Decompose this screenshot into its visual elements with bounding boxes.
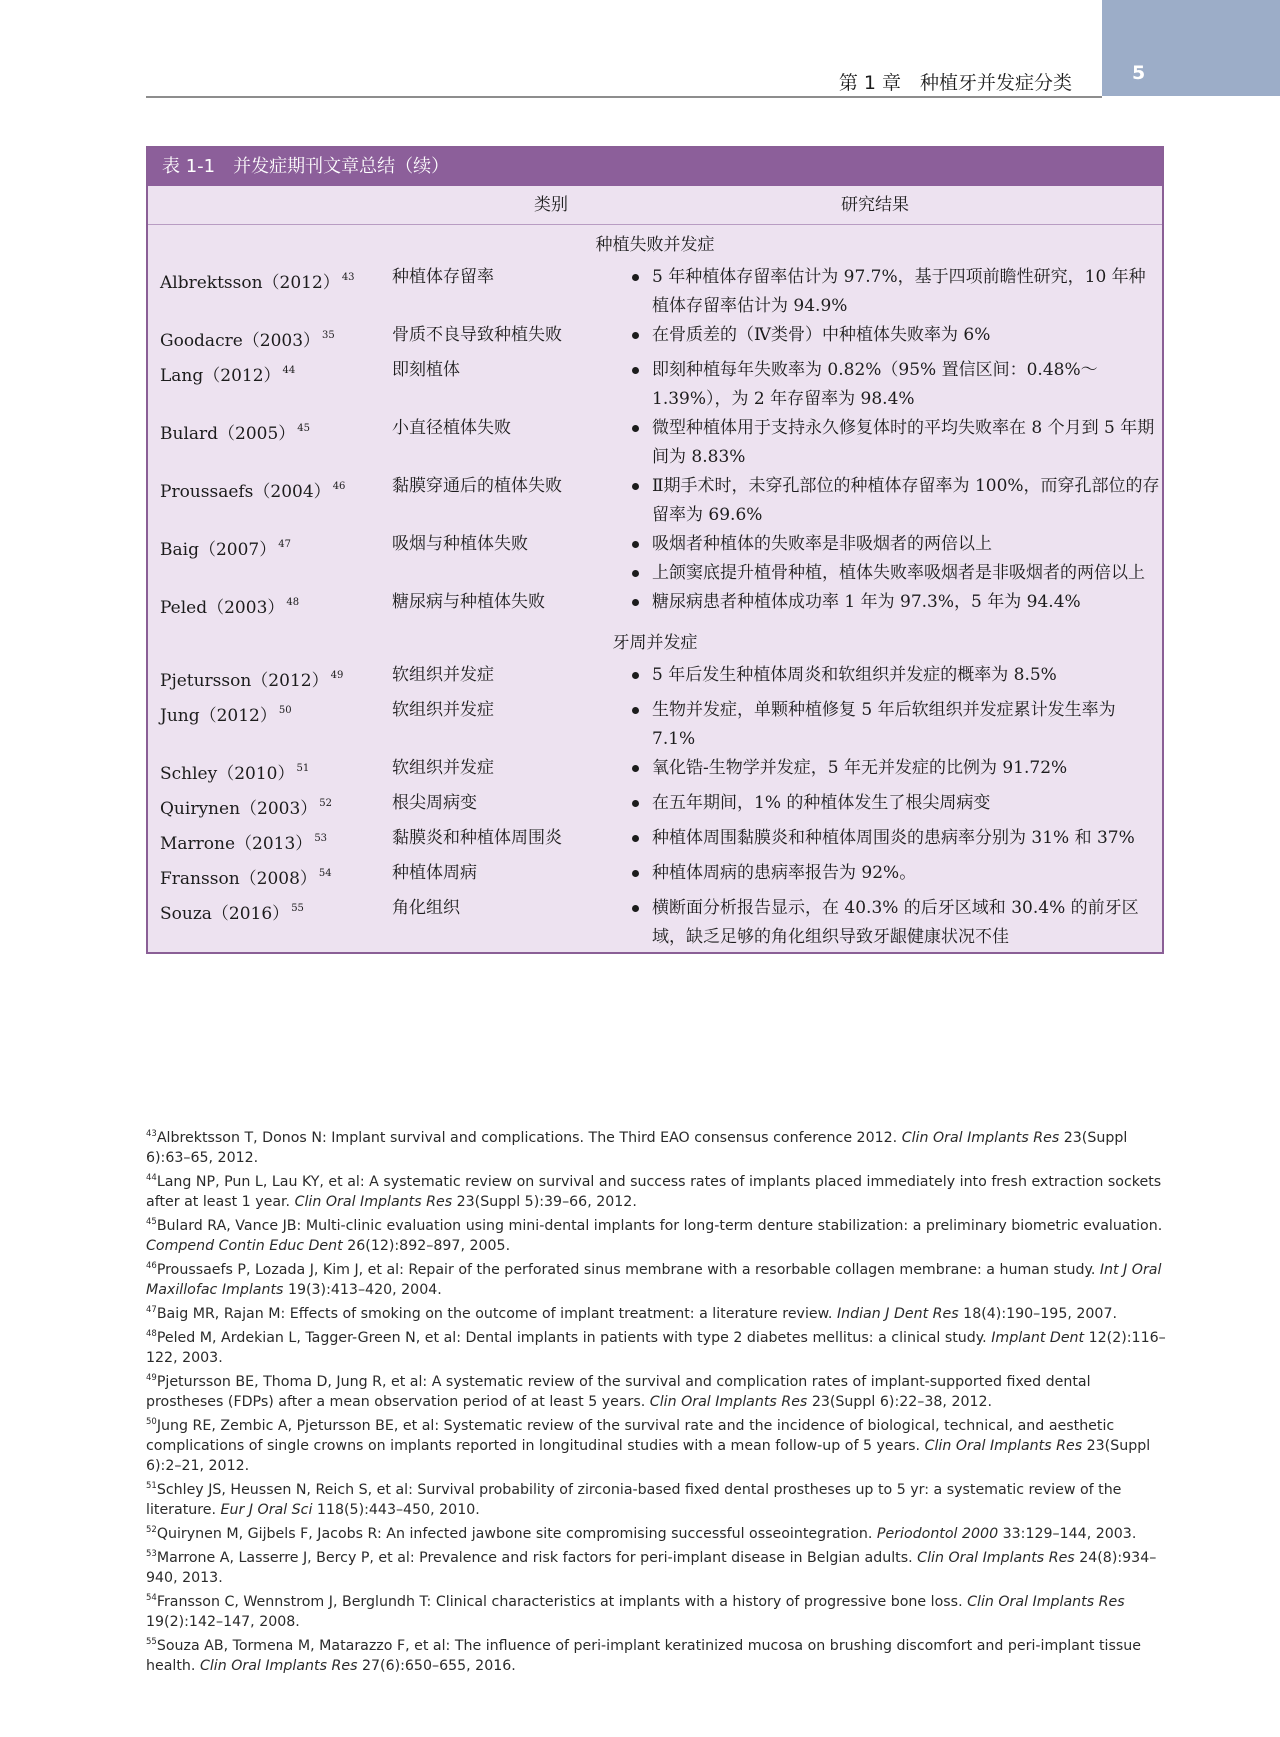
reference-number: 49 xyxy=(330,670,344,681)
result-bullet: 种植体周病的患病率报告为 92%。 xyxy=(630,859,1162,888)
footnote-text: Souza AB, Tormena M, Matarazzo F, et al: The influence of peri-implant keratinized mucosa on brushing discomfort and peri-implant tissue health. xyxy=(146,1638,1141,1674)
study-category: 小直径植体失败 xyxy=(392,418,511,438)
result-bullet: 微型种植体用于支持永久修复体时的平均失败率在 8 个月到 5 年期间为 8.83% xyxy=(630,414,1162,472)
study-author xyxy=(148,356,392,414)
result-bullet: 生物并发症，单颗种植修复 5 年后软组织并发症累计发生率为 7.1% xyxy=(630,696,1162,754)
footnote-journal: Clin Oral Implants Res xyxy=(917,1550,1075,1566)
footnote-text: Peled M, Ardekian L, Tagger-Green N, et al: Dental implants in patients with type 2 diabetes mellitus: a clinical study. xyxy=(156,1330,992,1346)
study-category: 黏膜炎和种植体周围炎 xyxy=(392,828,562,848)
footnote-citation-tail: 23(Suppl 6):22–38, 2012. xyxy=(807,1394,993,1410)
reference-number: 51 xyxy=(296,763,310,774)
study-category: 糖尿病与种植体失败 xyxy=(392,592,545,612)
footnote-journal: Implant Dent xyxy=(991,1330,1085,1346)
footnote-citation-tail: 27(6):650–655, 2016. xyxy=(357,1658,516,1674)
table-row xyxy=(148,414,1162,472)
footnote-journal: Compend Contin Educ Dent xyxy=(146,1238,343,1254)
result-bullet: 在五年期间，1% 的种植体发生了根尖周病变 xyxy=(630,789,1162,818)
table-row xyxy=(148,588,1162,623)
table-row xyxy=(148,321,1162,356)
study-results xyxy=(630,414,1162,472)
result-bullet: 吸烟者种植体的失败率是非吸烟者的两倍以上 xyxy=(630,530,1162,559)
section-header: 种植失败并发症 xyxy=(595,235,715,255)
footnote-text: Jung RE, Zembic A, Pjetursson BE, et al: Systematic review of the survival rate and the incidence of biological, technical, and aesthetic complications of single crowns on implants reported in longitudinal studies with a mean follow-up of 5 years. xyxy=(146,1418,1115,1454)
footnote-number: 49 xyxy=(146,1373,157,1383)
study-category: 吸烟与种植体失败 xyxy=(392,534,528,554)
study-results xyxy=(630,754,1162,789)
footnote xyxy=(146,1212,1170,1256)
study-author xyxy=(148,321,392,356)
study-results xyxy=(630,824,1162,859)
study-results xyxy=(630,894,1162,952)
reference-number: 43 xyxy=(341,272,355,283)
study-author xyxy=(148,414,392,472)
chapter-title: 第 1 章 种植牙并发症分类 xyxy=(838,72,1072,94)
study-author-name: Quirynen（2003） xyxy=(160,799,318,819)
study-results xyxy=(630,661,1162,696)
result-bullet: 种植体周围黏膜炎和种植体周围炎的患病率分别为 31% 和 37% xyxy=(630,824,1162,853)
study-author-name: Jung（2012） xyxy=(160,706,277,726)
study-results xyxy=(630,321,1162,356)
study-category: 软组织并发症 xyxy=(392,700,494,720)
footnote-journal: Indian J Dent Res xyxy=(836,1306,959,1322)
footnote-text: Marrone A, Lasserre J, Bercy P, et al: Prevalence and risk factors for peri-implant disease in Belgian adults. xyxy=(156,1550,918,1566)
study-author-name: Fransson（2008） xyxy=(160,869,317,889)
study-results xyxy=(630,263,1162,321)
study-results xyxy=(630,696,1162,754)
column-category-header: 类别 xyxy=(534,195,568,215)
study-author-name: Goodacre（2003） xyxy=(160,331,321,351)
study-author-name: Bulard（2005） xyxy=(160,424,296,444)
footnote-number: 47 xyxy=(146,1305,157,1315)
footnote-citation-tail: 23(Suppl 6):63–65, 2012. xyxy=(146,1130,1128,1166)
study-author xyxy=(148,754,392,789)
study-category: 角化组织 xyxy=(392,898,460,918)
reference-number: 48 xyxy=(286,597,300,608)
footnote-number: 51 xyxy=(146,1481,157,1491)
footnote-citation-tail: 24(8):934–940, 2013. xyxy=(146,1550,1157,1586)
study-author-name: Lang（2012） xyxy=(160,366,281,386)
footnote-journal: Clin Oral Implants Res xyxy=(294,1194,453,1210)
footnote xyxy=(146,1256,1170,1300)
table-row xyxy=(148,859,1162,894)
result-bullet: 糖尿病患者种植体成功率 1 年为 97.3%，5 年为 94.4% xyxy=(630,588,1162,617)
result-bullet: 氧化锆-生物学并发症，5 年无并发症的比例为 91.72% xyxy=(630,754,1162,783)
reference-number: 44 xyxy=(282,365,296,376)
study-category: 软组织并发症 xyxy=(392,758,494,778)
footnote-text: Fransson C, Wennstrom J, Berglundh T: Clinical characteristics at implants with a history of progressive bone loss. xyxy=(156,1594,968,1610)
footnote xyxy=(146,1124,1170,1168)
table-row xyxy=(148,263,1162,321)
footnote-citation-tail: 118(5):443–450, 2010. xyxy=(312,1502,480,1518)
footnote-journal: Clin Oral Implants Res xyxy=(924,1438,1083,1454)
footnote-text: Proussaefs P, Lozada J, Kim J, et al: Repair of the perforated sinus membrane with a resorbable collagen membrane: a human study. xyxy=(156,1262,1100,1278)
reference-number: 35 xyxy=(322,330,335,341)
study-results xyxy=(630,472,1162,530)
study-author xyxy=(148,696,392,754)
footnote-text: Baig MR, Rajan M: Effects of smoking on the outcome of implant treatment: a literature review. xyxy=(156,1306,837,1322)
footnote-journal: Periodontol 2000 xyxy=(876,1526,999,1542)
study-results xyxy=(630,356,1162,414)
section-header: 牙周并发症 xyxy=(612,633,698,653)
footnote-journal: Clin Oral Implants Res xyxy=(199,1658,358,1674)
footnote-citation-tail: 23(Suppl 6):2–21, 2012. xyxy=(146,1438,1151,1474)
footnote-citation-tail: 26(12):892–897, 2005. xyxy=(342,1238,511,1254)
study-author-name: Schley（2010） xyxy=(160,764,295,784)
footnote-journal: Clin Oral Implants Res xyxy=(967,1594,1125,1610)
study-author-name: Proussaefs（2004） xyxy=(160,482,331,502)
result-bullet: 横断面分析报告显示，在 40.3% 的后牙区域和 30.4% 的前牙区域，缺乏足够的角化组织导致牙龈健康状况不佳 xyxy=(630,894,1162,952)
result-bullet: 上颌窦底提升植骨种植，植体失败率吸烟者是非吸烟者的两倍以上 xyxy=(630,559,1162,588)
footnote-text: Lang NP, Pun L, Lau KY, et al: A systematic review on survival and success rates of implants placed immediately into fresh extraction sockets after at least 1 year. xyxy=(146,1174,1162,1210)
study-results xyxy=(630,789,1162,824)
table-row xyxy=(148,472,1162,530)
result-bullet: Ⅱ期手术时，未穿孔部位的种植体存留率为 100%，而穿孔部位的存留率为 69.6% xyxy=(630,472,1162,530)
footnote-journal: Eur J Oral Sci xyxy=(220,1502,313,1518)
footnote-text: Albrektsson T, Donos N: Implant survival and complications. The Third EAO consensus conference 2012. xyxy=(156,1130,902,1146)
footnote-number: 53 xyxy=(146,1549,157,1559)
footnotes xyxy=(146,1124,1170,1676)
footnote-number: 45 xyxy=(146,1217,157,1227)
footnote-number: 46 xyxy=(146,1261,157,1271)
footnote-number: 44 xyxy=(146,1173,157,1183)
reference-number: 52 xyxy=(319,798,333,809)
study-category: 根尖周病变 xyxy=(392,793,477,813)
study-author xyxy=(148,588,392,623)
table-row xyxy=(148,824,1162,859)
result-bullet: 5 年后发生种植体周炎和软组织并发症的概率为 8.5% xyxy=(630,661,1162,690)
study-author xyxy=(148,530,392,588)
column-result-header: 研究结果 xyxy=(841,195,909,215)
reference-number: 54 xyxy=(318,868,332,879)
study-author xyxy=(148,789,392,824)
study-author-name: Pjetursson（2012） xyxy=(160,671,329,691)
footnote xyxy=(146,1300,1170,1324)
table-row xyxy=(148,696,1162,754)
reference-number: 50 xyxy=(278,705,292,716)
table-row xyxy=(148,894,1162,952)
study-author xyxy=(148,472,392,530)
table-row xyxy=(148,356,1162,414)
footnote-number: 55 xyxy=(146,1637,157,1647)
study-results xyxy=(630,588,1162,623)
reference-number: 53 xyxy=(314,833,328,844)
footnote-citation-tail: 18(4):190–195, 2007. xyxy=(958,1306,1117,1322)
footnote xyxy=(146,1168,1170,1212)
footnote-citation-tail: 12(2):116–122, 2003. xyxy=(146,1330,1166,1366)
footnote-text: Pjetursson BE, Thoma D, Jung R, et al: A systematic review of the survival and complication rates of implant-supported fixed dental prostheses (FDPs) after a mean observation period of at least 5 years. xyxy=(146,1374,1091,1410)
footnote xyxy=(146,1588,1170,1632)
footnote-number: 48 xyxy=(146,1329,157,1339)
study-category: 种植体周病 xyxy=(392,863,477,883)
summary-table xyxy=(146,146,1164,954)
study-author xyxy=(148,894,392,952)
footnote-number: 50 xyxy=(146,1417,157,1427)
header-rule xyxy=(146,96,1102,98)
reference-number: 47 xyxy=(278,539,291,550)
study-category: 软组织并发症 xyxy=(392,665,494,685)
reference-number: 46 xyxy=(332,481,346,492)
footnote-citation-tail: 19(2):142–147, 2008. xyxy=(146,1614,300,1630)
table-row xyxy=(148,789,1162,824)
study-category: 种植体存留率 xyxy=(392,267,494,287)
footnote xyxy=(146,1476,1170,1520)
footnote-citation-tail: 19(3):413–420, 2004. xyxy=(283,1282,442,1298)
study-author xyxy=(148,661,392,696)
study-author-name: Albrektsson（2012） xyxy=(160,273,340,293)
footnote-citation-tail: 33:129–144, 2003. xyxy=(998,1526,1137,1542)
study-author-name: Souza（2016） xyxy=(160,904,290,924)
reference-number: 55 xyxy=(291,903,304,914)
table-row xyxy=(148,530,1162,588)
study-author-name: Peled（2003） xyxy=(160,598,285,618)
footnote xyxy=(146,1632,1170,1676)
study-results xyxy=(630,530,1162,588)
footnote-number: 52 xyxy=(146,1525,157,1535)
footnote-journal: Int J Oral Maxillofac Implants xyxy=(146,1262,1162,1298)
study-author-name: Baig（2007） xyxy=(160,540,277,560)
study-author-name: Marrone（2013） xyxy=(160,834,313,854)
study-category: 即刻植体 xyxy=(392,360,460,380)
footnote-text: Schley JS, Heussen N, Reich S, et al: Survival probability of zirconia-based fixed dental prostheses up to 5 yr: a systematic review of the literature. xyxy=(146,1482,1122,1518)
study-author xyxy=(148,263,392,321)
footnote-journal: Clin Oral Implants Res xyxy=(649,1394,808,1410)
result-bullet: 5 年种植体存留率估计为 97.7%，基于四项前瞻性研究，10 年种植体存留率估计为 94.9% xyxy=(630,263,1162,321)
footnote-number: 54 xyxy=(146,1593,157,1603)
result-bullet: 即刻种植每年失败率为 0.82%（95% 置信区间：0.48%～1.39%），为 2 年存留率为 98.4% xyxy=(630,356,1162,414)
page-number: 5 xyxy=(1132,62,1146,84)
study-results xyxy=(630,859,1162,894)
footnote-citation-tail: 23(Suppl 5):39–66, 2012. xyxy=(452,1194,637,1210)
table-body xyxy=(148,225,1162,952)
study-category: 黏膜穿通后的植体失败 xyxy=(392,476,562,496)
study-author xyxy=(148,824,392,859)
footnote xyxy=(146,1324,1170,1368)
footnote-text: Quirynen M, Gijbels F, Jacobs R: An infected jawbone site compromising successful osseointegration. xyxy=(156,1526,877,1542)
footnote xyxy=(146,1368,1170,1412)
footnote xyxy=(146,1544,1170,1588)
table-column-header xyxy=(148,186,1162,225)
study-category: 骨质不良导致种植失败 xyxy=(392,325,562,345)
result-bullet: 在骨质差的（Ⅳ类骨）中种植体失败率为 6% xyxy=(630,321,1162,350)
table-row xyxy=(148,754,1162,789)
study-author xyxy=(148,859,392,894)
table-row xyxy=(148,661,1162,696)
footnote xyxy=(146,1520,1170,1544)
reference-number: 45 xyxy=(297,423,311,434)
footnote-journal: Clin Oral Implants Res xyxy=(901,1130,1060,1146)
footnote-number: 43 xyxy=(146,1129,157,1139)
footnote-text: Bulard RA, Vance JB: Multi-clinic evaluation using mini-dental implants for long-term denture stabilization: a preliminary biometric evaluation. xyxy=(156,1218,1163,1234)
table-title: 表 1-1 并发症期刊文章总结（续） xyxy=(148,148,1162,186)
footnote xyxy=(146,1412,1170,1476)
